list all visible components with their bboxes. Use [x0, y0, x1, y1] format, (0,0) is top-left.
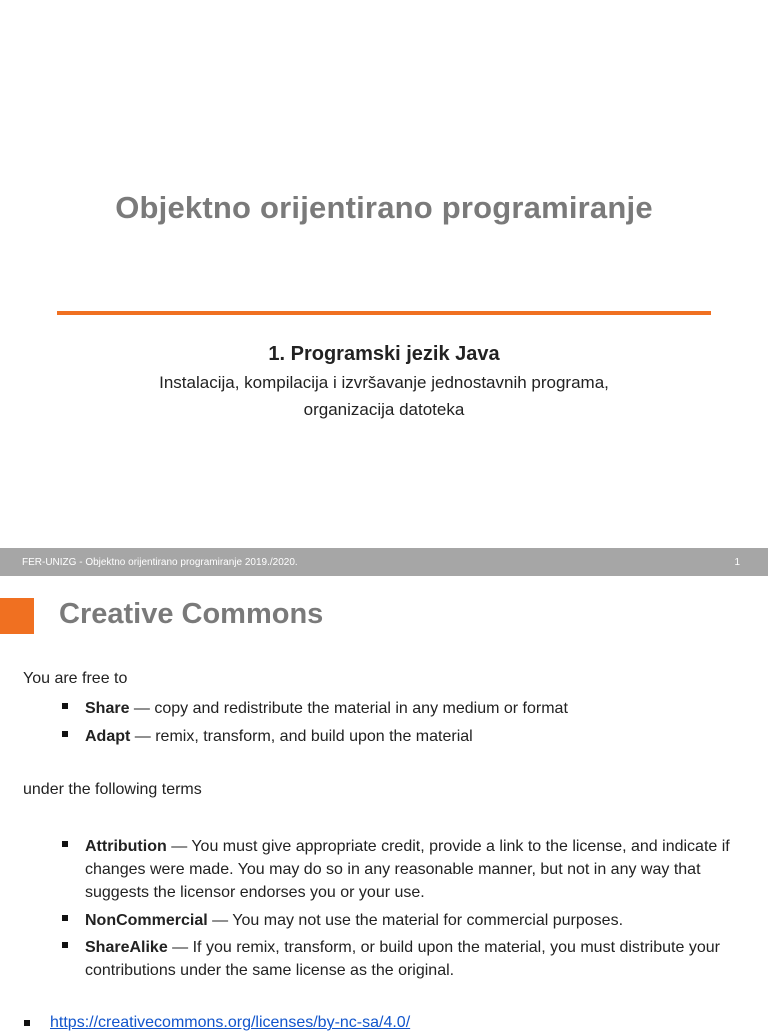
- bullet-icon: [24, 1020, 30, 1026]
- term-label: Attribution: [85, 838, 167, 855]
- slide-footer: [0, 548, 768, 576]
- bullet-icon: [62, 703, 68, 709]
- page-number: 1: [734, 557, 740, 568]
- license-slide: [0, 576, 768, 1031]
- footer-text: FER-UNIZG - Objektno orijentirano programiranje 2019./2020.: [22, 557, 298, 568]
- course-title: Objektno orijentirano programiranje: [115, 190, 653, 225]
- terms-intro: under the following terms: [23, 781, 202, 798]
- term-label: NonCommercial: [85, 912, 208, 929]
- term-label: ShareAlike: [85, 939, 168, 956]
- orange-divider: [57, 311, 711, 315]
- term-text: — copy and redistribute the material in any medium or format: [129, 700, 568, 717]
- orange-accent-block: [0, 598, 34, 634]
- slide-heading: Creative Commons: [59, 598, 324, 630]
- bullet-icon: [62, 915, 68, 921]
- term-text: — If you remix, transform, or build upon the material, you must distribute your contributions under the same license as the original.: [85, 939, 720, 979]
- term-label: Adapt: [85, 728, 131, 745]
- freedoms-intro: You are free to: [23, 670, 128, 687]
- term-text: — You may not use the material for commercial purposes.: [207, 912, 624, 929]
- bullet-icon: [62, 942, 68, 948]
- term-text: — You must give appropriate credit, provide a link to the license, and indicate if changes were made. You may do so in any reasonable manner, but not in any way that suggests the licensor endorses you or your use.: [85, 838, 730, 901]
- bullet-icon: [62, 731, 68, 737]
- term-text: — remix, transform, and build upon the material: [130, 728, 473, 745]
- lecture-description-line-1: Instalacija, kompilacija i izvršavanje jednostavnih programa,: [159, 373, 609, 392]
- license-link[interactable]: https://creativecommons.org/licenses/by-nc-sa/4.0/: [50, 1014, 411, 1031]
- lecture-title: 1. Programski jezik Java: [268, 343, 500, 365]
- lecture-description-line-2: organizacija datoteka: [303, 400, 465, 419]
- bullet-icon: [62, 841, 68, 847]
- term-label: Share: [85, 700, 130, 717]
